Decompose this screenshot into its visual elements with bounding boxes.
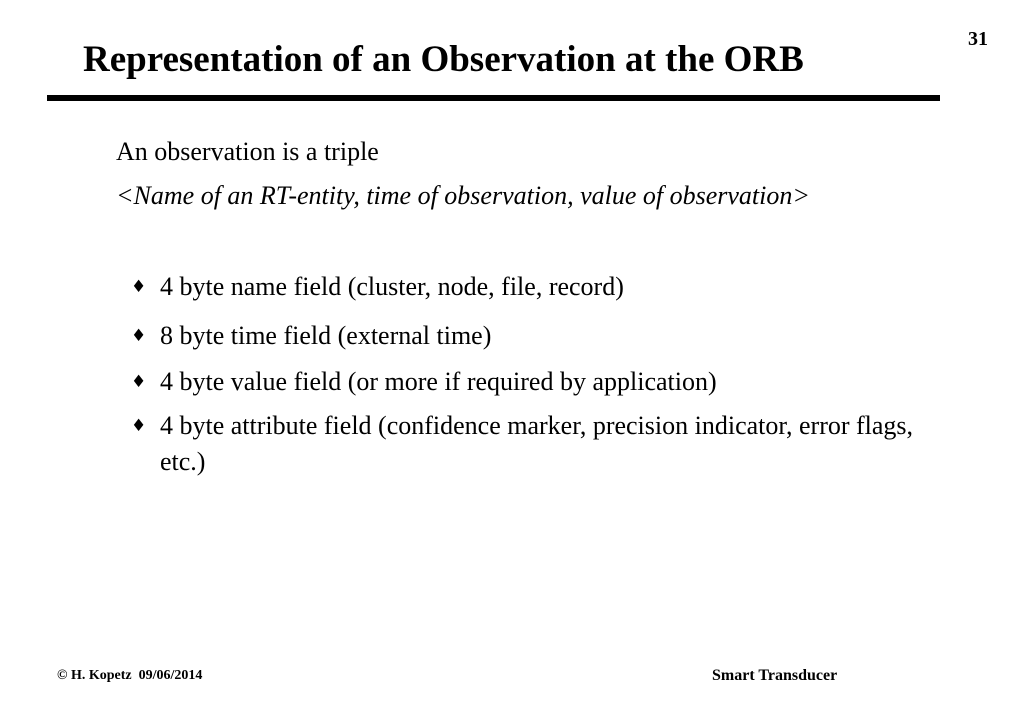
bullet-text: 8 byte time field (external time) xyxy=(160,321,492,350)
footer-course-title: Smart Transducer xyxy=(712,667,838,684)
diamond-bullet-icon: ♦ xyxy=(131,372,147,392)
bullet-text: 4 byte name field (cluster, node, file, record) xyxy=(160,272,624,301)
bullet-text: 4 byte value field (or more if required by application) xyxy=(160,367,717,396)
bullet-text: 4 byte attribute field (confidence marker, precision indicator, error flags, etc.) xyxy=(160,411,914,476)
slide-number: 31 xyxy=(968,28,988,50)
diamond-bullet-icon: ♦ xyxy=(131,277,147,297)
diamond-bullet-icon: ♦ xyxy=(131,326,147,346)
slide-title: Representation of an Observation at the ORB xyxy=(83,39,804,80)
diamond-bullet-icon: ♦ xyxy=(131,416,147,436)
intro-text: An observation is a triple xyxy=(116,137,379,166)
footer-copyright: © H. Kopetz 09/06/2014 xyxy=(57,668,203,683)
observation-triple: <Name of an RT-entity, time of observation, value of observation> xyxy=(116,181,810,210)
title-divider xyxy=(47,95,940,101)
